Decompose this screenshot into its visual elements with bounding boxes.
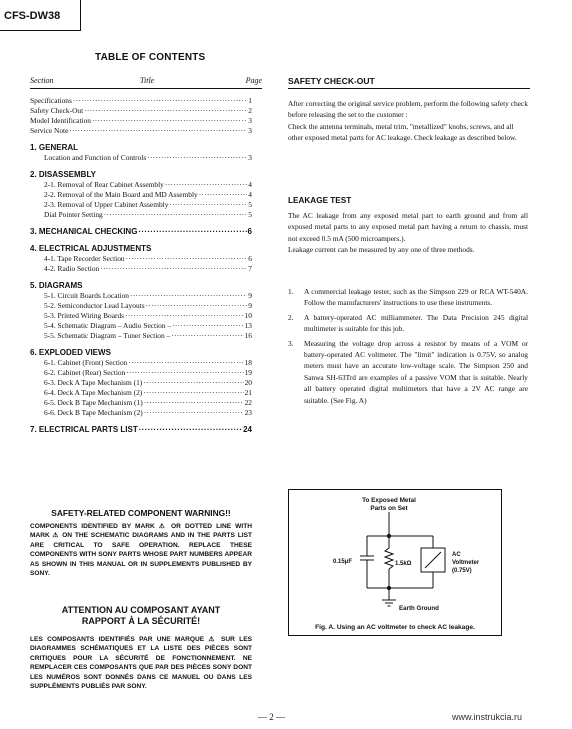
toc-leader-dots: [73, 96, 247, 106]
model-tag: [0, 0, 81, 31]
toc-entry-title: Dial Pointer Setting: [44, 210, 103, 219]
list-item: [288, 338, 528, 406]
toc-entry-page: 19: [244, 368, 252, 377]
toc-entry-title: 5-5. Schematic Diagram – Tuner Section –: [44, 331, 171, 340]
item-text: A commercial leakage tester, such as the Simpson 229 or RCA WT-540A. Follow the manufacturers' instructions to use these instruments.: [304, 287, 528, 308]
attention-title-line2: RAPPORT À LA SÉCURITÉ!: [81, 616, 201, 626]
capacitor-label: 0.15μF: [333, 559, 353, 565]
toc-entry-page: 9: [248, 291, 252, 300]
item-text: Measuring the voltage drop across a resistor by means of a VOM or battery-operated AC voltmeter. The "limit" indication is 0.75V, so analog meters must have an accurate low-voltage scale. The Simpson 250 and Sanwa SH-63Trd are examples of a passive VOM that is suitable. Nearly all battery operated digital multimeters that have a 2V AC range are suitable. (See Fig. A): [304, 338, 528, 405]
toc-entry-title: Safety Check-Out: [30, 106, 84, 115]
safety-title: SAFETY CHECK-OUT: [288, 76, 375, 86]
toc-section-heading: [30, 143, 252, 153]
toc-entry-page: 2: [248, 106, 252, 115]
toc-entry-page: 16: [244, 331, 252, 340]
toc-entry-title: 5-1. Circuit Boards Location: [44, 291, 129, 300]
safety-rule: [288, 88, 530, 89]
toc-entry: [30, 153, 252, 163]
toc-entry-page: 24: [243, 425, 252, 434]
toc-entry-title: 4-2. Radio Section: [44, 264, 100, 273]
toc-leader-dots: [126, 254, 248, 264]
toc-entry-title: 6-3. Deck A Tape Mechanism (1): [44, 378, 143, 387]
toc-leader-dots: [171, 331, 243, 341]
toc-entry-page: 4: [248, 180, 252, 189]
toc-section-heading: [30, 170, 252, 180]
toc-entry-title: Model Identification: [30, 116, 91, 125]
toc-entry-title: 5-4. Schematic Diagram – Audio Section –: [44, 321, 172, 330]
toc-title: TABLE OF CONTENTS: [95, 52, 206, 63]
toc-section-heading: [30, 281, 252, 291]
toc-entry: [30, 368, 252, 378]
attention-body: LES COMPOSANTS IDENTIFIÉS PAR UNE MARQUE ⚠ SUR LES DIAGRAMMES SCHÉMATIQUES ET LA LISTE DES PIÈCES SONT CRITIQUES POUR LA SÉCURITÉ DE FONCTIONNEMENT. NE REMPLACER CES COMPOSANTS QUE PAR DES PIÈCES SONY DONT LES NUMÉROS SONT DONNÉS DANS CE MANUEL OU DANS LES SUPPLÉMENTS PUBLIÉS PAR SONY.: [30, 636, 252, 691]
toc-entry-title: 4. ELECTRICAL ADJUSTMENTS: [30, 244, 152, 253]
toc-entry-title: Specifications: [30, 96, 72, 105]
meter-label-voltmeter: Voltmeter: [452, 560, 480, 566]
toc-leader-dots: [126, 368, 243, 378]
toc-entry: [30, 311, 252, 321]
toc-entry-title: 6-2. Cabinet (Rear) Section: [44, 368, 126, 377]
item-text: A battery-operated AC milliammeter. The Data Precision 245 digital multimeter is suitable for this job.: [304, 312, 528, 334]
meter-label-ac: AC: [452, 552, 461, 558]
toc-rule: [30, 88, 262, 89]
toc-entry-title: 1. GENERAL: [30, 143, 79, 152]
toc-entry-page: 6: [247, 227, 252, 236]
safety-body: [288, 98, 528, 144]
item-number: 3.: [288, 338, 294, 348]
toc-entry-page: 20: [244, 378, 252, 387]
toc-entry-title: 7. ELECTRICAL PARTS LIST: [30, 425, 138, 434]
toc-leader-dots: [92, 116, 247, 126]
toc-entry: [30, 301, 252, 311]
toc-entry: [30, 331, 252, 341]
toc-entry-title: Service Note: [30, 126, 69, 135]
list-item: [288, 286, 528, 309]
toc-leader-dots: [104, 210, 248, 220]
toc-entry-page: 3: [248, 116, 252, 125]
leakage-para2: Leakage current can be measured by any one of three methods.: [288, 245, 475, 255]
col-title: Title: [140, 76, 155, 85]
leakage-title: LEAKAGE TEST: [288, 196, 352, 205]
toc-entry-title: 6. EXPLODED VIEWS: [30, 348, 111, 357]
toc-list: [30, 96, 252, 435]
toc-leader-dots: [84, 106, 247, 116]
voltmeter-needle: [425, 552, 441, 568]
toc-entry: [30, 190, 252, 200]
toc-entry-page: 10: [244, 311, 252, 320]
toc-entry-title: 4-1. Tape Recorder Section: [44, 254, 125, 263]
toc-entry-title: 6-6. Deck B Tape Mechanism (2): [44, 408, 143, 417]
safety-para1: After correcting the original service problem, perform the following safety check before releasing the set to the customer :: [288, 99, 528, 120]
toc-entry: [30, 408, 252, 418]
toc-leader-dots: [144, 408, 244, 418]
toc-leader-dots: [144, 398, 244, 408]
toc-entry: [30, 321, 252, 331]
toc-entry-page: 23: [244, 408, 252, 417]
watermark: www.instrukcia.ru: [452, 712, 523, 722]
toc-entry-title: 2-3. Removal of Upper Cabinet Assembly: [44, 200, 169, 209]
toc-leader-dots: [143, 388, 243, 398]
toc-leader-dots: [165, 180, 247, 190]
toc-entry-page: 3: [248, 126, 252, 135]
warning-body: COMPONENTS IDENTIFIED BY MARK ⚠ OR DOTTED LINE WITH MARK ⚠ ON THE SCHEMATIC DIAGRAMS AND IN THE PARTS LIST ARE CRITICAL TO SAFE OPERATION. REPLACE THESE COMPONENTS WITH SONY PARTS WHOSE PART NUMBERS APPEAR AS SHOWN IN THIS MANUAL OR IN SUPPLEMENTS PUBLISHED BY SONY.: [30, 523, 252, 578]
label-parts-on-set: Parts on Set: [370, 505, 408, 512]
toc-entry: [30, 116, 252, 126]
toc-section-heading: [30, 227, 252, 237]
toc-entry-page: 5: [248, 210, 252, 219]
toc-entry-title: 2-1. Removal of Rear Cabinet Assembly: [44, 180, 164, 189]
toc-entry: [30, 264, 252, 274]
toc-entry-title: 6-4. Deck A Tape Mechanism (2): [44, 388, 143, 397]
toc-entry-title: 2-2. Removal of the Main Board and MD Assembly: [44, 190, 198, 199]
toc-entry-page: 5: [248, 200, 252, 209]
toc-entry: [30, 126, 252, 136]
toc-entry-page: 4: [248, 190, 252, 199]
toc-section-heading: [30, 425, 252, 435]
toc-entry-title: 5-2. Semiconductor Lead Layouts: [44, 301, 145, 310]
model-number: CFS-DW38: [4, 10, 61, 22]
toc-entry-page: 21: [244, 388, 252, 397]
toc-entry-page: 13: [244, 321, 252, 330]
toc-leader-dots: [143, 378, 243, 388]
toc-entry-page: 6: [248, 254, 252, 263]
toc-entry-page: 22: [244, 398, 252, 407]
figure-caption: Fig. A. Using an AC voltmeter to check AC leakage.: [315, 624, 475, 631]
safety-para2: Check the antenna terminals, metal trim, "metallized" knobs, screws, and all other exposed metal parts for AC leakage. Check leakage as described below.: [288, 121, 517, 143]
toc-entry-page: 1: [248, 96, 252, 105]
toc-entry: [30, 254, 252, 264]
leakage-methods: [288, 286, 528, 409]
toc-entry-title: 2. DISASSEMBLY: [30, 170, 96, 179]
toc-entry-title: 6-1. Cabinet (Front) Section: [44, 358, 128, 367]
page-number: — 2 —: [258, 712, 285, 722]
toc-entry-title: Location and Function of Controls: [44, 153, 147, 162]
toc-entry: [30, 388, 252, 398]
toc-entry: [30, 358, 252, 368]
leakage-circuit-diagram: [289, 490, 501, 635]
resistor-label: 1.5kΩ: [395, 561, 412, 567]
toc-entry: [30, 200, 252, 210]
toc-leader-dots: [128, 358, 243, 368]
item-number: 2.: [288, 312, 294, 322]
toc-entry: [30, 291, 252, 301]
toc-entry-title: 6-5. Deck B Tape Mechanism (1): [44, 398, 143, 407]
toc-entry-title: 3. MECHANICAL CHECKING: [30, 227, 138, 236]
toc-entry-page: 18: [244, 358, 252, 367]
toc-entry-title: 5-3. Printed Wiring Boards: [44, 311, 125, 320]
toc-entry: [30, 180, 252, 190]
toc-section-heading: [30, 348, 252, 358]
earth-ground-label: Earth Ground: [399, 605, 439, 612]
meter-label-range: (0.75V): [452, 568, 472, 574]
toc-leader-dots: [172, 321, 244, 331]
toc-leader-dots: [130, 291, 247, 301]
toc-entry: [30, 106, 252, 116]
toc-section-heading: [30, 244, 252, 254]
toc-leader-dots: [69, 126, 247, 136]
toc-entry-page: 7: [248, 264, 252, 273]
toc-leader-dots: [138, 227, 246, 237]
toc-leader-dots: [125, 311, 244, 321]
figure-a: [288, 489, 502, 636]
toc-leader-dots: [146, 301, 248, 311]
attention-title: [30, 605, 252, 627]
toc-entry-page: 9: [248, 301, 252, 310]
warning-title: SAFETY-RELATED COMPONENT WARNING!!: [51, 508, 231, 518]
toc-leader-dots: [199, 190, 248, 200]
attention-title-line1: ATTENTION AU COMPOSANT AYANT: [61, 605, 221, 615]
col-section: Section: [30, 76, 54, 85]
list-item: [288, 312, 528, 335]
toc-leader-dots: [169, 200, 247, 210]
toc-entry: [30, 96, 252, 106]
toc-leader-dots: [147, 153, 247, 163]
col-page: Page: [245, 76, 262, 85]
leakage-body: [288, 210, 528, 256]
toc-entry-page: 3: [248, 153, 252, 162]
toc-entry: [30, 378, 252, 388]
toc-leader-dots: [100, 264, 247, 274]
label-to-exposed-metal: To Exposed Metal: [362, 497, 416, 504]
toc-leader-dots: [139, 425, 242, 435]
leakage-para1: The AC leakage from any exposed metal part to earth ground and from all exposed metal parts to any exposed metal part having a return to chassis, must not exceed 0.5 mA (500 microampers.).: [288, 211, 528, 243]
toc-entry: [30, 210, 252, 220]
toc-entry-title: 5. DIAGRAMS: [30, 281, 83, 290]
toc-entry: [30, 398, 252, 408]
resistor-zigzag: [385, 548, 393, 569]
item-number: 1.: [288, 287, 294, 296]
